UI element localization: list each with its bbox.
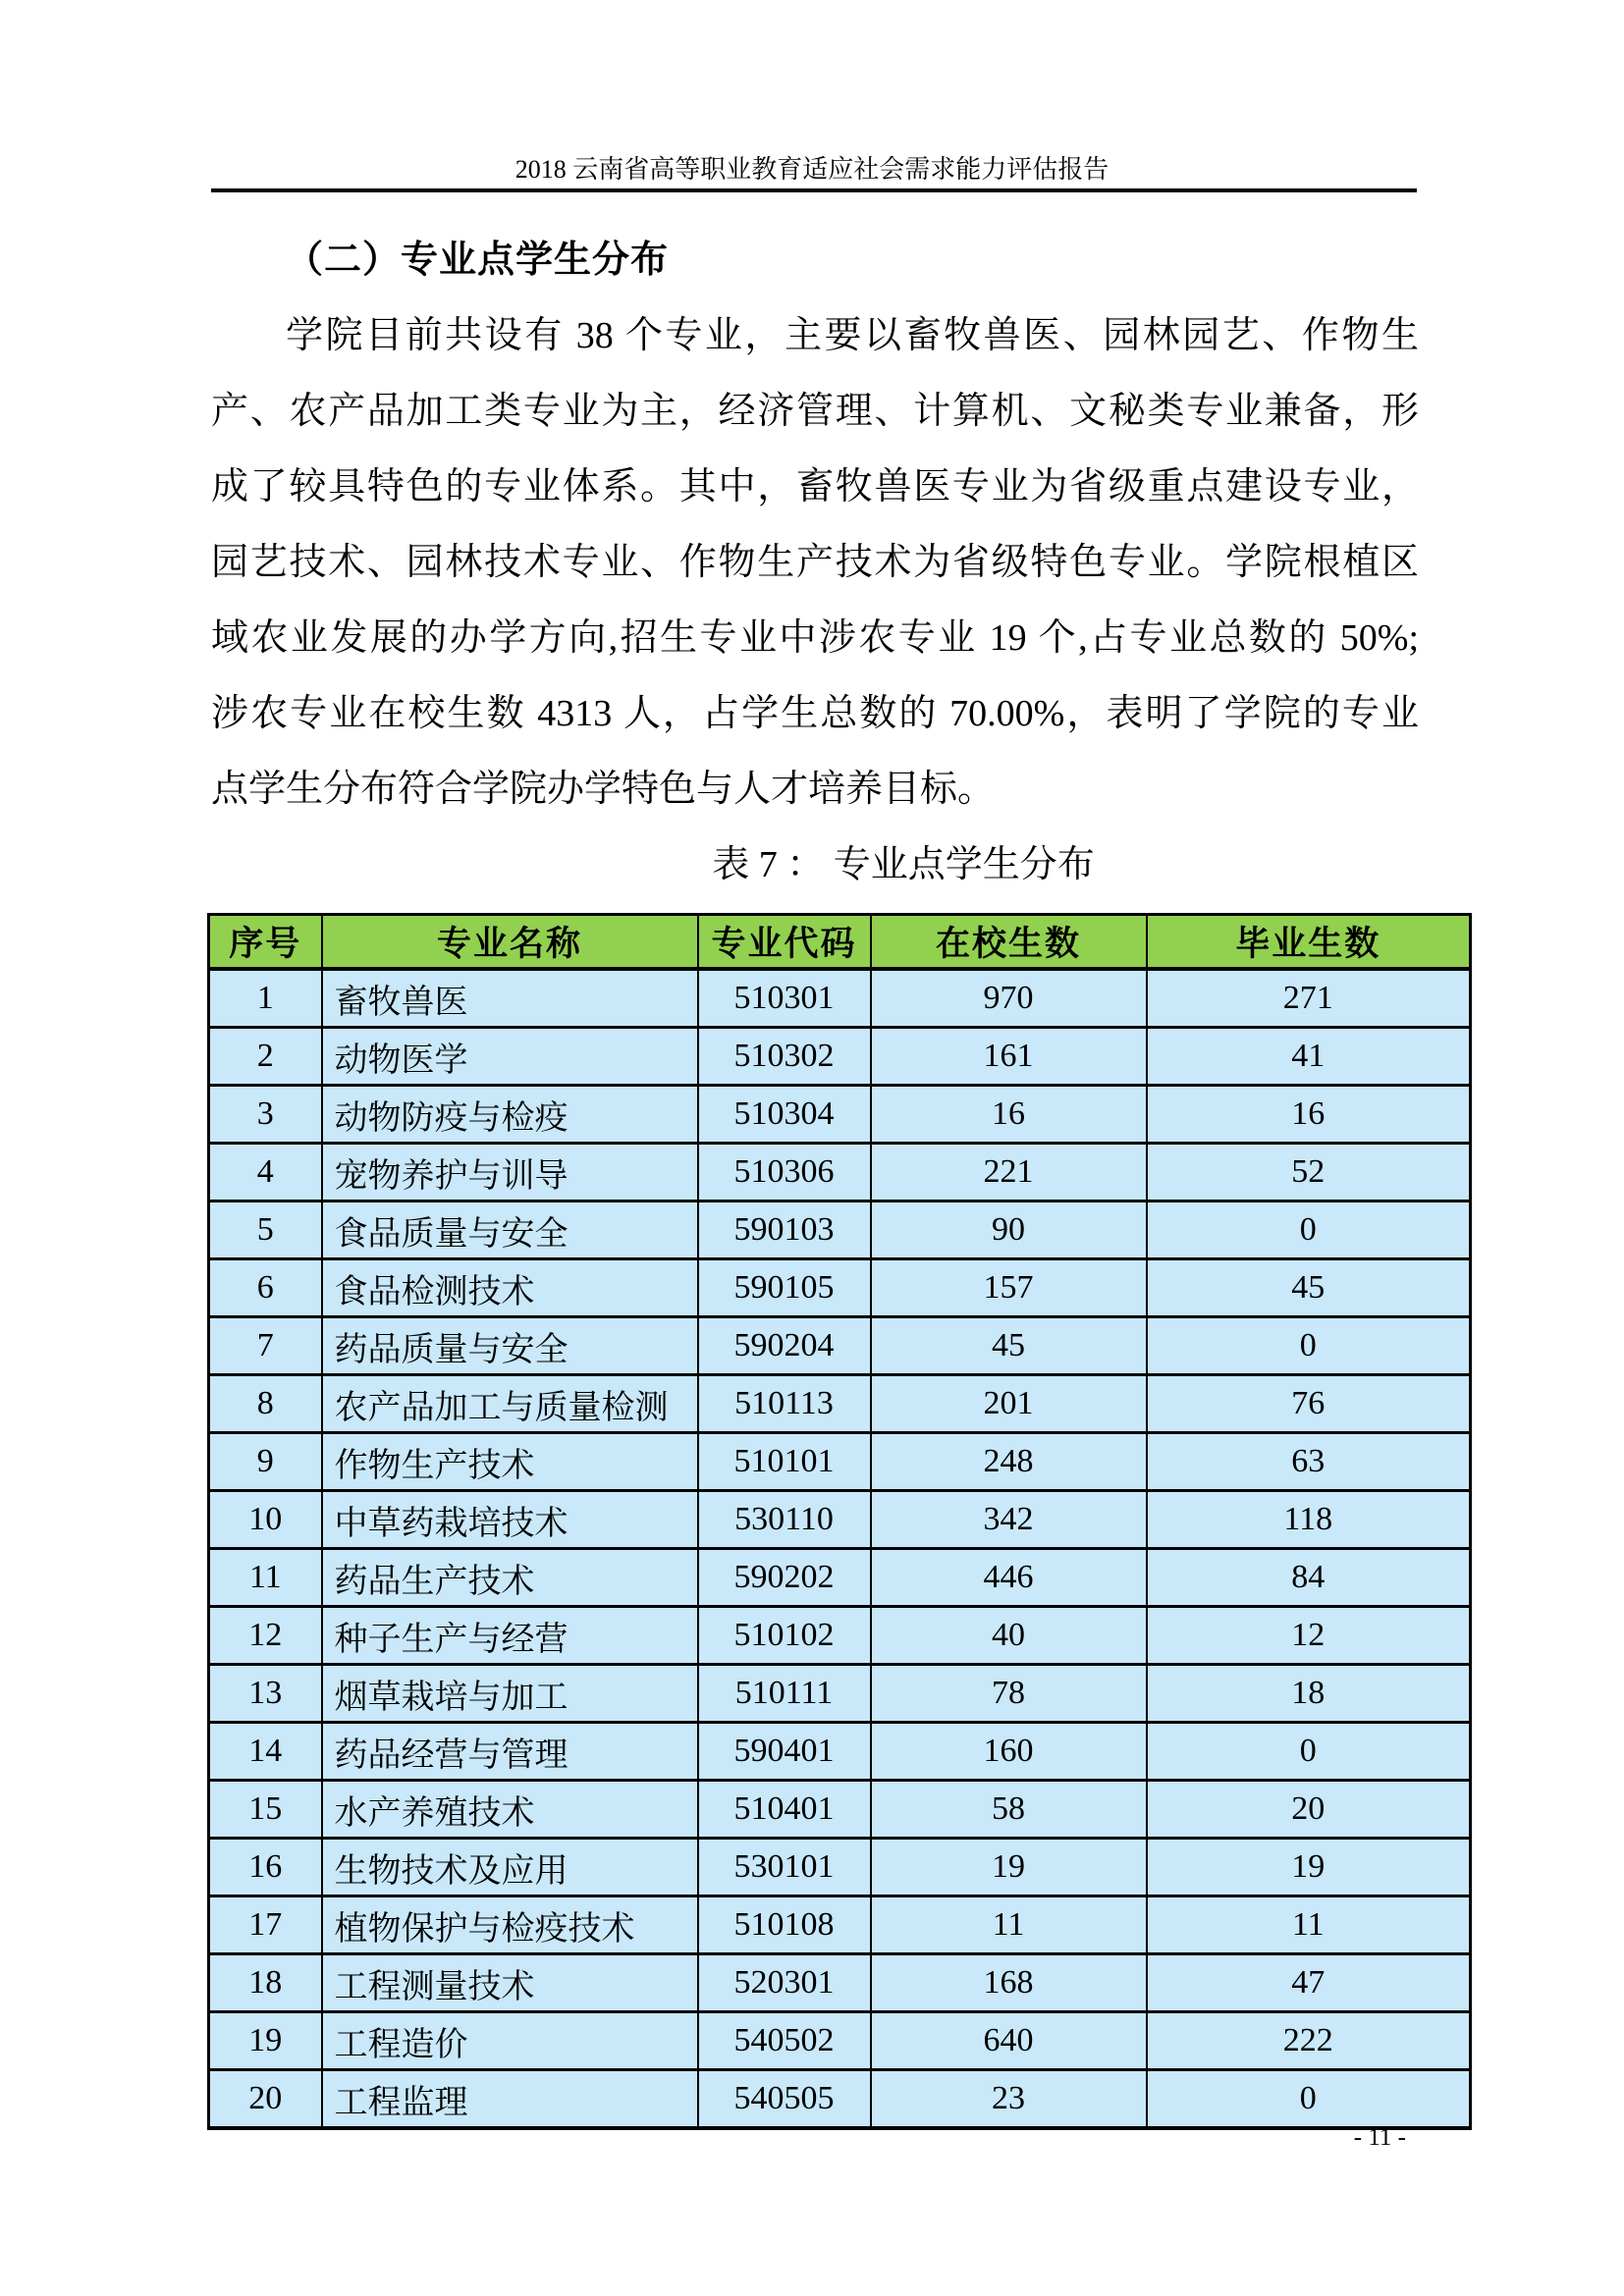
table-cell: 510401 (698, 1781, 871, 1839)
table-cell: 222 (1147, 2012, 1471, 2070)
table-cell: 4 (209, 1144, 322, 1201)
table-cell: 11 (1147, 1896, 1471, 1954)
table-cell: 6 (209, 1259, 322, 1317)
table-row (209, 1317, 1471, 1375)
table-cell: 动物医学 (322, 1028, 698, 1086)
table-cell: 3 (209, 1086, 322, 1144)
table-cell: 食品检测技术 (322, 1259, 698, 1317)
table-cell: 5 (209, 1201, 322, 1259)
table-cell: 畜牧兽医 (322, 969, 698, 1028)
table-cell: 590401 (698, 1723, 871, 1781)
table-cell: 药品经营与管理 (322, 1723, 698, 1781)
table-cell: 510304 (698, 1086, 871, 1144)
table-row (209, 2070, 1471, 2129)
table-row (209, 1028, 1471, 1086)
table-cell: 1 (209, 969, 322, 1028)
table-cell: 7 (209, 1317, 322, 1375)
table-cell: 45 (871, 1317, 1147, 1375)
table-cell: 160 (871, 1723, 1147, 1781)
table-cell: 161 (871, 1028, 1147, 1086)
table-cell: 动物防疫与检疫 (322, 1086, 698, 1144)
table-row (209, 1433, 1471, 1491)
table-cell: 510301 (698, 969, 871, 1028)
table-cell: 446 (871, 1549, 1147, 1607)
table-cell: 63 (1147, 1433, 1471, 1491)
table-cell: 15 (209, 1781, 322, 1839)
table-cell: 中草药栽培技术 (322, 1491, 698, 1549)
paragraph-line: 学院目前共设有 38 个专业，主要以畜牧兽医、园林园艺、作物生 (286, 315, 1419, 356)
paragraph-line: 成了较具特色的专业体系。其中，畜牧兽医专业为省级重点建设专业， (211, 466, 1419, 507)
table-cell: 11 (209, 1549, 322, 1607)
table-cell: 118 (1147, 1491, 1471, 1549)
table-cell: 16 (1147, 1086, 1471, 1144)
table-cell: 作物生产技术 (322, 1433, 698, 1491)
header-rule (211, 188, 1417, 192)
table-cell: 78 (871, 1665, 1147, 1723)
table-row (209, 1201, 1471, 1259)
table-cell: 19 (209, 2012, 322, 2070)
table-cell: 2 (209, 1028, 322, 1086)
table-row (209, 1144, 1471, 1201)
table-cell: 宠物养护与训导 (322, 1144, 698, 1201)
table-cell: 19 (871, 1839, 1147, 1896)
table-cell: 510302 (698, 1028, 871, 1086)
body-paragraph (211, 298, 1419, 828)
table-cell: 530101 (698, 1839, 871, 1896)
table-cell: 0 (1147, 1723, 1471, 1781)
table-cell: 90 (871, 1201, 1147, 1259)
table-cell: 47 (1147, 1954, 1471, 2012)
table-cell: 0 (1147, 1317, 1471, 1375)
table-cell: 76 (1147, 1375, 1471, 1433)
table-row (209, 1896, 1471, 1954)
table-cell: 41 (1147, 1028, 1471, 1086)
table-cell: 种子生产与经营 (322, 1607, 698, 1665)
table-cell: 11 (871, 1896, 1147, 1954)
table-cell: 20 (1147, 1781, 1471, 1839)
table-cell: 510102 (698, 1607, 871, 1665)
table-cell: 生物技术及应用 (322, 1839, 698, 1896)
paragraph-line: 产、农产品加工类专业为主，经济管理、计算机、文秘类专业兼备，形 (211, 391, 1419, 432)
table-row (209, 1259, 1471, 1317)
table-cell: 17 (209, 1896, 322, 1954)
paragraph-line: 涉农专业在校生数 4313 人，占学生总数的 70.00%，表明了学院的专业 (211, 693, 1419, 734)
table-cell: 590105 (698, 1259, 871, 1317)
table-cell: 12 (1147, 1607, 1471, 1665)
table-cell: 168 (871, 1954, 1147, 2012)
table-cell: 0 (1147, 1201, 1471, 1259)
table-cell: 221 (871, 1144, 1147, 1201)
table-cell: 342 (871, 1491, 1147, 1549)
table-cell: 590204 (698, 1317, 871, 1375)
table-cell: 18 (1147, 1665, 1471, 1723)
table-cell: 药品质量与安全 (322, 1317, 698, 1375)
table-row (209, 1839, 1471, 1896)
table-cell: 510101 (698, 1433, 871, 1491)
table-body (209, 969, 1471, 2128)
table-cell: 9 (209, 1433, 322, 1491)
table-row (209, 1607, 1471, 1665)
table-row (209, 1954, 1471, 2012)
table-cell: 水产养殖技术 (322, 1781, 698, 1839)
table-row (209, 1375, 1471, 1433)
table-cell: 52 (1147, 1144, 1471, 1201)
table-cell: 工程监理 (322, 2070, 698, 2129)
table-cell: 药品生产技术 (322, 1549, 698, 1607)
table-row (209, 2012, 1471, 2070)
table-row (209, 1723, 1471, 1781)
table-cell: 271 (1147, 969, 1471, 1028)
table-cell: 食品质量与安全 (322, 1201, 698, 1259)
table-cell: 510111 (698, 1665, 871, 1723)
table-cell: 10 (209, 1491, 322, 1549)
table-cell: 16 (209, 1839, 322, 1896)
column-header-index: 序号 (209, 915, 322, 970)
table-row (209, 1086, 1471, 1144)
table-cell: 16 (871, 1086, 1147, 1144)
table-cell: 530110 (698, 1491, 871, 1549)
table-cell: 工程造价 (322, 2012, 698, 2070)
table-cell: 20 (209, 2070, 322, 2129)
table-cell: 157 (871, 1259, 1147, 1317)
table-cell: 590103 (698, 1201, 871, 1259)
table-cell: 970 (871, 969, 1147, 1028)
table-caption: 表 7 ： 专业点学生分布 (712, 844, 1095, 885)
table-cell: 12 (209, 1607, 322, 1665)
column-header-enrolled: 在校生数 (871, 915, 1147, 970)
table-row (209, 1549, 1471, 1607)
table-row (209, 1665, 1471, 1723)
table-cell: 248 (871, 1433, 1147, 1491)
table-cell: 14 (209, 1723, 322, 1781)
table-cell: 8 (209, 1375, 322, 1433)
table-cell: 40 (871, 1607, 1147, 1665)
table-cell: 58 (871, 1781, 1147, 1839)
column-header-name: 专业名称 (322, 915, 698, 970)
table-cell: 510113 (698, 1375, 871, 1433)
table-cell: 590202 (698, 1549, 871, 1607)
page-number: - 11 - (1353, 2124, 1406, 2151)
table-row (209, 1781, 1471, 1839)
table-cell: 84 (1147, 1549, 1471, 1607)
table-row (209, 1491, 1471, 1549)
table-cell: 农产品加工与质量检测 (322, 1375, 698, 1433)
table-cell: 540505 (698, 2070, 871, 2129)
table-cell: 植物保护与检疫技术 (322, 1896, 698, 1954)
table-cell: 13 (209, 1665, 322, 1723)
table-cell: 510108 (698, 1896, 871, 1954)
table-cell: 工程测量技术 (322, 1954, 698, 2012)
table-header-row (209, 915, 1471, 970)
table-cell: 640 (871, 2012, 1147, 2070)
table-cell: 45 (1147, 1259, 1471, 1317)
table-cell: 23 (871, 2070, 1147, 2129)
table-cell: 烟草栽培与加工 (322, 1665, 698, 1723)
paragraph-line: 园艺技术、园林技术专业、作物生产技术为省级特色专业。学院根植区 (211, 542, 1419, 583)
table-cell: 18 (209, 1954, 322, 2012)
column-header-graduates: 毕业生数 (1147, 915, 1471, 970)
table-cell: 19 (1147, 1839, 1471, 1896)
specialty-students-table (207, 913, 1472, 2130)
table-row (209, 969, 1471, 1028)
table-cell: 510306 (698, 1144, 871, 1201)
table-cell: 540502 (698, 2012, 871, 2070)
paragraph-line: 域农业发展的办学方向,招生专业中涉农专业 19 个,占专业总数的 50%; (211, 617, 1419, 659)
section-heading: （二）专业点学生分布 (286, 240, 670, 281)
running-header: 2018 云南省高等职业教育适应社会需求能力评估报告 (514, 155, 1110, 184)
table-cell: 201 (871, 1375, 1147, 1433)
column-header-code: 专业代码 (698, 915, 871, 970)
table-cell: 520301 (698, 1954, 871, 2012)
table-cell: 0 (1147, 2070, 1471, 2129)
paragraph-line: 点学生分布符合学院办学特色与人才培养目标。 (211, 769, 996, 810)
